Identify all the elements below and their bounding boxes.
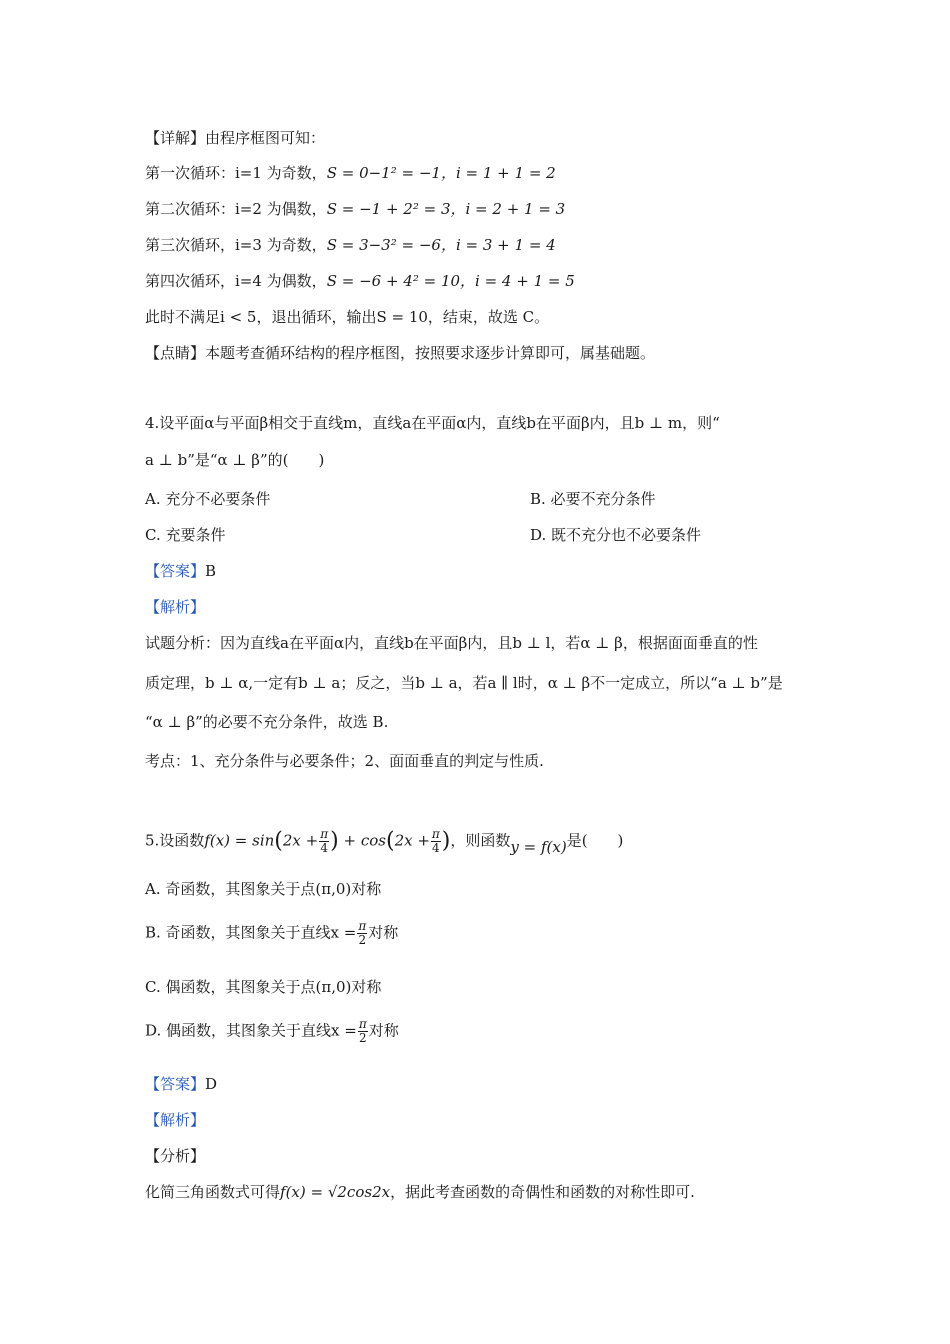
loop-step-4-text: 第四次循环，i=4 为偶数， bbox=[145, 272, 327, 290]
q5-analysis-prefix: 化简三角函数式可得 bbox=[145, 1183, 281, 1201]
q5-option-d bbox=[145, 1018, 399, 1045]
q5-option-d-suffix: 对称 bbox=[368, 1021, 399, 1040]
q5-answer bbox=[145, 1073, 217, 1095]
remark-line: 【点睛】本题考查循环结构的程序框图，按照要求逐步计算即可，属基础题。 bbox=[145, 344, 656, 362]
q5-func-cos: + cos bbox=[343, 831, 386, 850]
q4-option-c: C. 充要条件 bbox=[145, 526, 226, 544]
loop-step-2-math: S = −1 + 2² = 3，i = 2 + 1 = 3 bbox=[326, 200, 566, 218]
q4-analysis-line-2: 质定理，b ⊥ α,一定有b ⊥ a；反之，当b ⊥ a，若a ∥ l时，α ⊥ β不一定成立，所以“a ⊥ b”是 bbox=[145, 674, 783, 692]
q5-analysis-line bbox=[145, 1181, 695, 1203]
q4-knowledge-points: 考点：1、充分条件与必要条件；2、面面垂直的判定与性质. bbox=[145, 752, 544, 770]
q4-answer-tag: 【答案】 bbox=[145, 562, 206, 580]
q5-analysis-suffix: ，据此考查函数的奇偶性和函数的对称性即可. bbox=[390, 1183, 695, 1201]
q4-analysis-line-1: 试题分析：因为直线a在平面α内，直线b在平面β内，且b ⊥ l，若α ⊥ β，根据面面垂直的性 bbox=[145, 634, 758, 652]
q4-answer bbox=[145, 560, 216, 582]
q5-cos-arg: 2x + bbox=[394, 831, 430, 850]
q5-option-a: A. 奇函数，其图象关于点(π,0)对称 bbox=[145, 880, 382, 898]
q5-frac-2: $\frac{\pi}{4}$ bbox=[431, 827, 440, 855]
q5-answer-value: D bbox=[205, 1075, 218, 1093]
q5-option-d-frac: $\frac{\pi}{2}$ bbox=[358, 1017, 367, 1045]
q4-option-d: D. 既不充分也不必要条件 bbox=[530, 526, 702, 544]
loop-step-1 bbox=[145, 162, 556, 184]
q5-yfx: y = f(x) bbox=[510, 837, 567, 856]
loop-step-2 bbox=[145, 198, 565, 220]
q5-stem-end: 是( ) bbox=[566, 831, 624, 850]
loop-step-4-math: S = −6 + 4² = 10，i = 4 + 1 = 5 bbox=[326, 272, 575, 290]
q5-option-b-suffix: 对称 bbox=[368, 923, 399, 942]
detail-heading: 【详解】由程序框图可知： bbox=[145, 129, 326, 147]
q5-stem: 5.设函数f(x) = sin(2x + $\frac{\pi}{4}$ ) + cos(2x + $\frac{\pi}{4}$ )，则函数y = f(x)是( ) bbox=[145, 827, 624, 856]
loop-conclusion: 此时不满足i < 5，退出循环，输出S = 10，结束，故选 C。 bbox=[145, 308, 550, 326]
q5-stem-mid: ，则函数 bbox=[450, 831, 511, 850]
loop-step-3-text: 第三次循环，i=3 为奇数， bbox=[145, 236, 327, 254]
q4-analysis-tag: 【解析】 bbox=[145, 598, 206, 616]
loop-step-2-text: 第二次循环：i=2 为偶数， bbox=[145, 200, 327, 218]
q5-stem-prefix: 5.设函数 bbox=[145, 831, 205, 850]
q5-option-c: C. 偶函数，其图象关于点(π,0)对称 bbox=[145, 978, 382, 996]
loop-step-1-text: 第一次循环：i=1 为奇数， bbox=[145, 164, 327, 182]
q4-stem-line-1: 4.设平面α与平面β相交于直线m，直线a在平面α内，直线b在平面β内，且b ⊥ m，则“ bbox=[145, 414, 720, 432]
q4-answer-value: B bbox=[205, 562, 217, 580]
q4-analysis-line-3: “α ⊥ β”的必要不充分条件，故选 B. bbox=[145, 713, 389, 731]
q5-option-d-text: D. 偶函数，其图象关于直线x = bbox=[145, 1021, 357, 1040]
q5-analysis-tag: 【解析】 bbox=[145, 1111, 206, 1129]
loop-step-4 bbox=[145, 270, 575, 292]
q4-option-b: B. 必要不充分条件 bbox=[530, 490, 656, 508]
loop-step-3-math: S = 3−3² = −6，i = 3 + 1 = 4 bbox=[326, 236, 556, 254]
q5-frac-1: $\frac{\pi}{4}$ bbox=[320, 827, 329, 855]
q4-option-a: A. 充分不必要条件 bbox=[145, 490, 271, 508]
loop-step-3 bbox=[145, 234, 556, 256]
loop-step-1-math: S = 0−1² = −1，i = 1 + 1 = 2 bbox=[326, 164, 556, 182]
q5-answer-tag: 【答案】 bbox=[145, 1075, 206, 1093]
q5-analysis-math: f(x) = √2cos2x bbox=[280, 1183, 391, 1201]
q5-fenxi-tag: 【分析】 bbox=[145, 1147, 206, 1165]
q5-option-b-text: B. 奇函数，其图象关于直线x = bbox=[145, 923, 357, 942]
q4-stem-line-2: a ⊥ b”是“α ⊥ β”的( ) bbox=[145, 451, 325, 469]
q5-sin-arg: 2x + bbox=[282, 831, 319, 850]
q5-option-b-frac: $\frac{\pi}{2}$ bbox=[358, 919, 367, 947]
q5-func-sin: f(x) = sin bbox=[204, 831, 275, 850]
q5-option-b bbox=[145, 920, 398, 947]
